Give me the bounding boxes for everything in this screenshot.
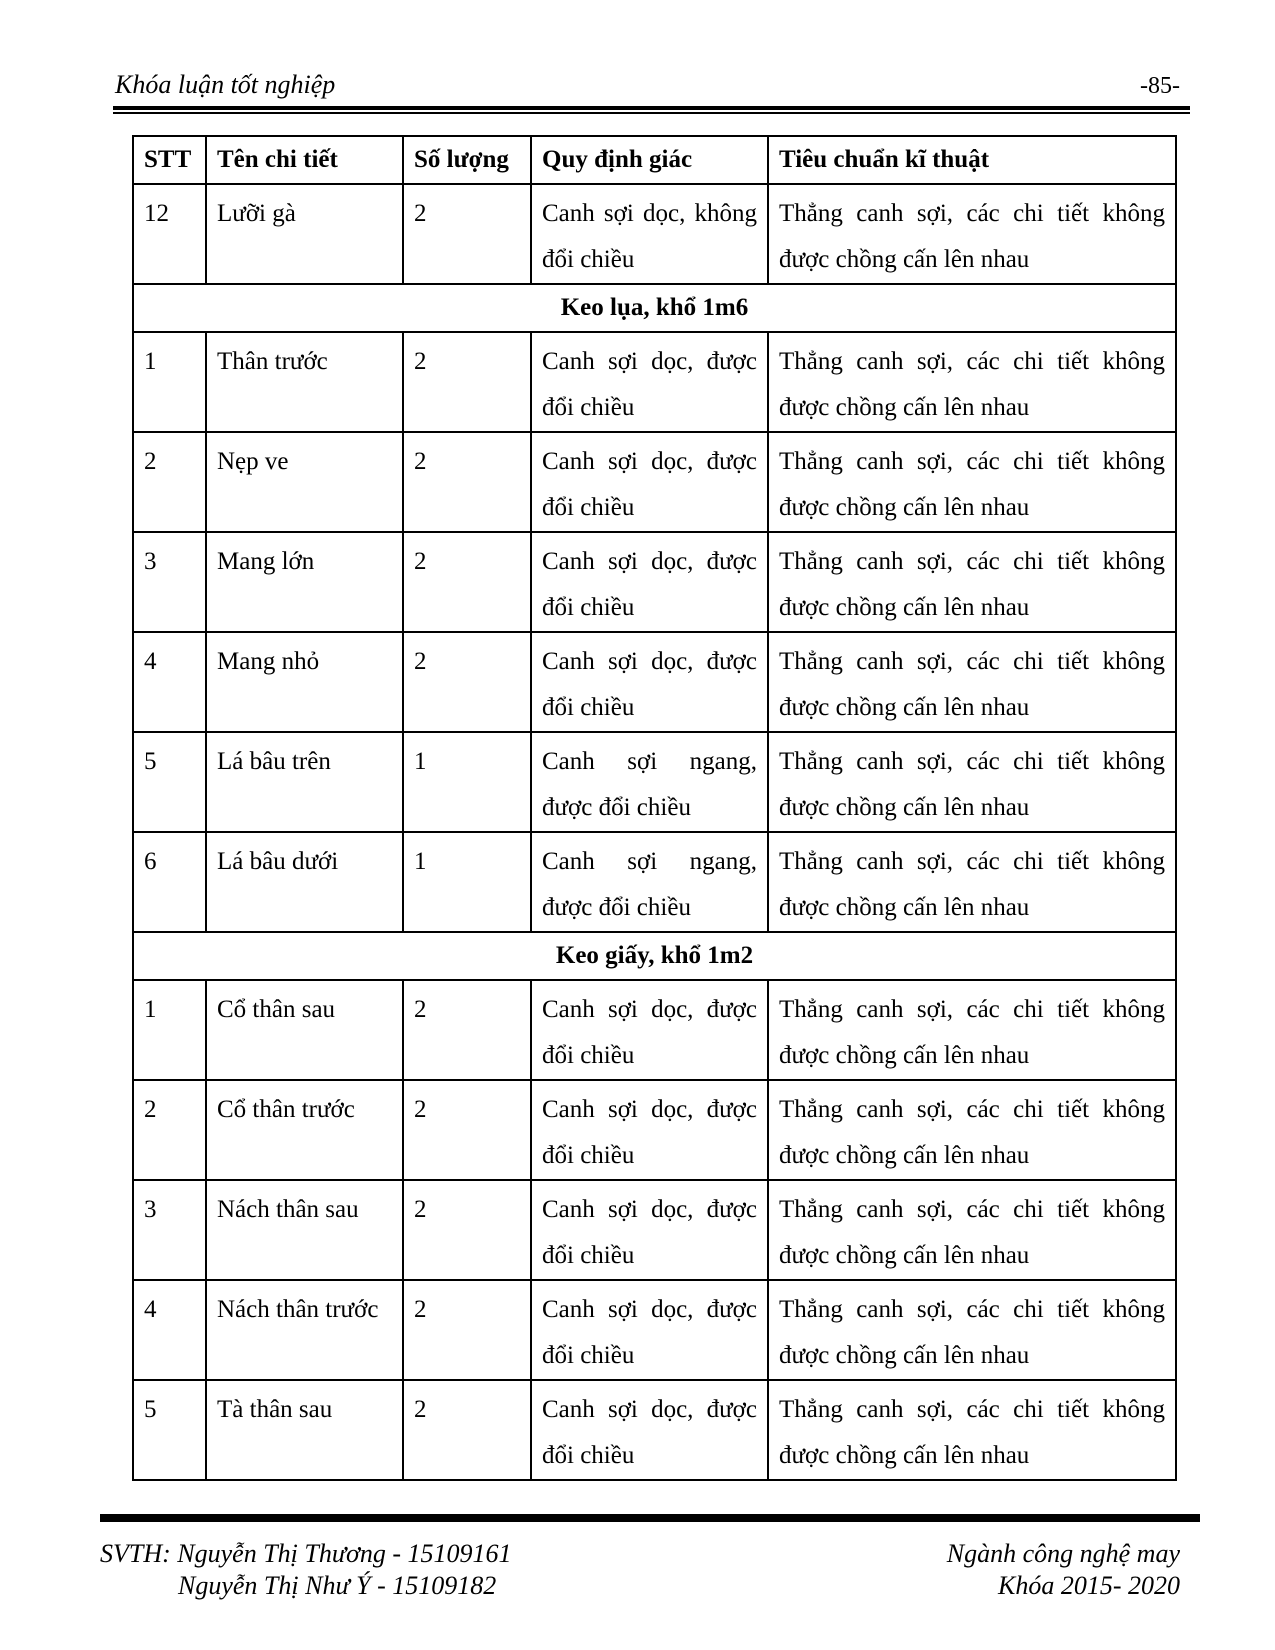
cell-stt: 3 xyxy=(133,532,206,632)
cell-standard: Thẳng canh sợi, các chi tiết không được chồng cấn lên nhau xyxy=(768,332,1176,432)
cell-quantity: 1 xyxy=(403,732,531,832)
cell-name: Cổ thân sau xyxy=(206,980,403,1080)
table-row xyxy=(133,332,1176,432)
table-row xyxy=(133,432,1176,532)
cell-standard: Thẳng canh sợi, các chi tiết không được chồng cấn lên nhau xyxy=(768,1280,1176,1380)
cell-quantity: 2 xyxy=(403,1080,531,1180)
cell-name: Lá bâu dưới xyxy=(206,832,403,932)
cell-cutting-rule: Canh sợi dọc, được đổi chiều xyxy=(531,980,768,1080)
cell-stt: 2 xyxy=(133,432,206,532)
cell-standard: Thẳng canh sợi, các chi tiết không được chồng cấn lên nhau xyxy=(768,732,1176,832)
cell-quantity: 2 xyxy=(403,184,531,284)
spec-table xyxy=(132,135,1177,1481)
cell-quantity: 2 xyxy=(403,432,531,532)
footer-program xyxy=(947,1538,1180,1602)
footer-author-2: Nguyễn Thị Như Ý - 15109182 xyxy=(178,1571,497,1600)
cell-standard: Thẳng canh sợi, các chi tiết không được chồng cấn lên nhau xyxy=(768,1380,1176,1480)
cell-quantity: 2 xyxy=(403,1280,531,1380)
cell-stt: 1 xyxy=(133,332,206,432)
cell-quantity: 2 xyxy=(403,980,531,1080)
table-row xyxy=(133,532,1176,632)
cell-standard: Thẳng canh sợi, các chi tiết không được chồng cấn lên nhau xyxy=(768,832,1176,932)
cell-quantity: 2 xyxy=(403,1380,531,1480)
section-title: Keo giấy, khổ 1m2 xyxy=(133,932,1176,980)
cell-quantity: 2 xyxy=(403,632,531,732)
cell-cutting-rule: Canh sợi dọc, được đổi chiều xyxy=(531,1080,768,1180)
cell-cutting-rule: Canh sợi dọc, được đổi chiều xyxy=(531,1280,768,1380)
column-header-stt: STT xyxy=(133,136,206,184)
cell-quantity: 2 xyxy=(403,332,531,432)
table-row xyxy=(133,980,1176,1080)
cell-name: Nách thân sau xyxy=(206,1180,403,1280)
column-header-standard: Tiêu chuẩn kĩ thuật xyxy=(768,136,1176,184)
cell-stt: 1 xyxy=(133,980,206,1080)
cell-cutting-rule: Canh sợi dọc, được đổi chiều xyxy=(531,1380,768,1480)
section-title: Keo lụa, khổ 1m6 xyxy=(133,284,1176,332)
cell-name: Mang lớn xyxy=(206,532,403,632)
cell-standard: Thẳng canh sợi, các chi tiết không được chồng cấn lên nhau xyxy=(768,432,1176,532)
page-number: -85- xyxy=(1140,73,1180,99)
table-row xyxy=(133,732,1176,832)
section-header-row xyxy=(133,284,1176,332)
cell-cutting-rule: Canh sợi dọc, được đổi chiều xyxy=(531,632,768,732)
cell-cutting-rule: Canh sợi ngang, được đổi chiều xyxy=(531,832,768,932)
footer-divider xyxy=(100,1514,1200,1522)
column-header-name: Tên chi tiết xyxy=(206,136,403,184)
document-title: Khóa luận tốt nghiệp xyxy=(115,70,336,99)
table-row xyxy=(133,832,1176,932)
cell-quantity: 1 xyxy=(403,832,531,932)
cell-name: Mang nhỏ xyxy=(206,632,403,732)
cell-stt: 2 xyxy=(133,1080,206,1180)
footer-cohort: Khóa 2015- 2020 xyxy=(998,1571,1180,1600)
cell-name: Cổ thân trước xyxy=(206,1080,403,1180)
cell-name: Tà thân sau xyxy=(206,1380,403,1480)
footer-authors xyxy=(100,1538,512,1602)
cell-standard: Thẳng canh sợi, các chi tiết không được chồng cấn lên nhau xyxy=(768,532,1176,632)
table-row xyxy=(133,1180,1176,1280)
cell-stt: 5 xyxy=(133,732,206,832)
cell-standard: Thẳng canh sợi, các chi tiết không được chồng cấn lên nhau xyxy=(768,184,1176,284)
cell-stt: 4 xyxy=(133,1280,206,1380)
cell-quantity: 2 xyxy=(403,1180,531,1280)
cell-quantity: 2 xyxy=(403,532,531,632)
cell-cutting-rule: Canh sợi dọc, được đổi chiều xyxy=(531,532,768,632)
cell-stt: 4 xyxy=(133,632,206,732)
cell-name: Nẹp ve xyxy=(206,432,403,532)
cell-standard: Thẳng canh sợi, các chi tiết không được chồng cấn lên nhau xyxy=(768,1080,1176,1180)
cell-stt: 12 xyxy=(133,184,206,284)
column-header-quantity: Số lượng xyxy=(403,136,531,184)
cell-stt: 5 xyxy=(133,1380,206,1480)
header-divider xyxy=(113,106,1190,110)
column-header-cutting-rule: Quy định giác xyxy=(531,136,768,184)
cell-name: Thân trước xyxy=(206,332,403,432)
cell-stt: 3 xyxy=(133,1180,206,1280)
cell-name: Nách thân trước xyxy=(206,1280,403,1380)
cell-cutting-rule: Canh sợi dọc, được đổi chiều xyxy=(531,432,768,532)
cell-name: Lưỡi gà xyxy=(206,184,403,284)
cell-stt: 6 xyxy=(133,832,206,932)
cell-cutting-rule: Canh sợi ngang, được đổi chiều xyxy=(531,732,768,832)
cell-standard: Thẳng canh sợi, các chi tiết không được chồng cấn lên nhau xyxy=(768,632,1176,732)
cell-cutting-rule: Canh sợi dọc, được đổi chiều xyxy=(531,332,768,432)
cell-standard: Thẳng canh sợi, các chi tiết không được chồng cấn lên nhau xyxy=(768,980,1176,1080)
section-header-row xyxy=(133,932,1176,980)
header-divider-thin xyxy=(113,112,1190,114)
cell-cutting-rule: Canh sợi dọc, được đổi chiều xyxy=(531,1180,768,1280)
table-row xyxy=(133,1380,1176,1480)
table-row xyxy=(133,1280,1176,1380)
table-row xyxy=(133,632,1176,732)
table-header-row xyxy=(133,136,1176,184)
table-row xyxy=(133,1080,1176,1180)
footer-major: Ngành công nghệ may xyxy=(946,1539,1180,1568)
footer-author-1: SVTH: Nguyễn Thị Thương - 15109161 xyxy=(100,1539,512,1568)
cell-standard: Thẳng canh sợi, các chi tiết không được chồng cấn lên nhau xyxy=(768,1180,1176,1280)
cell-cutting-rule: Canh sợi dọc, không đổi chiều xyxy=(531,184,768,284)
cell-name: Lá bâu trên xyxy=(206,732,403,832)
table-row xyxy=(133,184,1176,284)
